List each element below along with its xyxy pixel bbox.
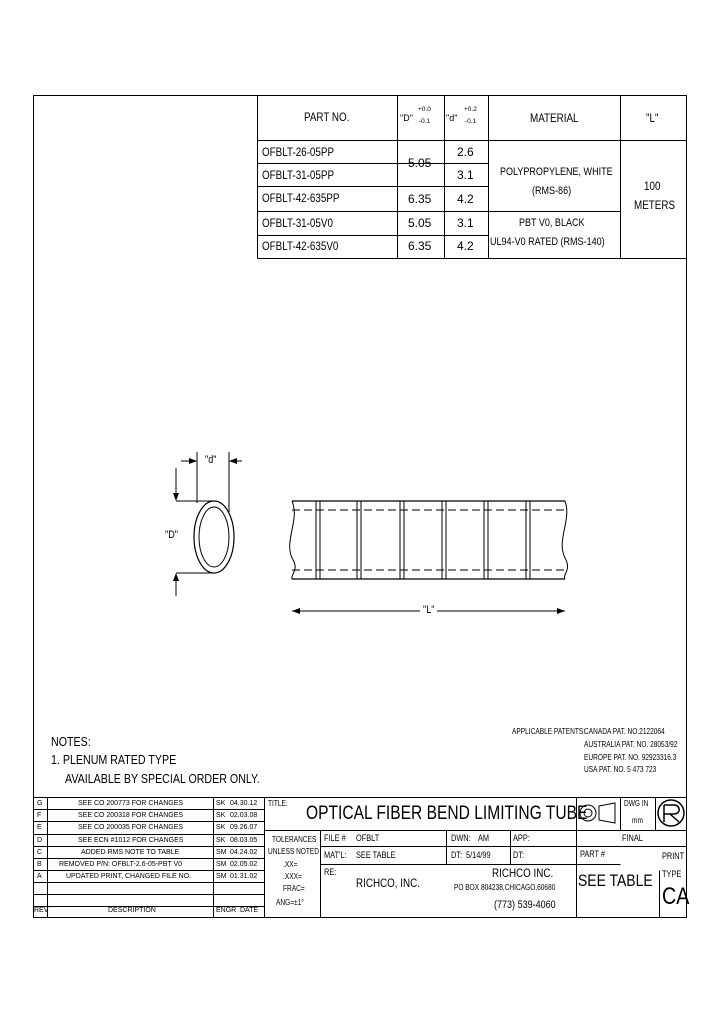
- rev-letter: A: [37, 873, 42, 880]
- d-value-row-2: 3.1: [457, 168, 474, 182]
- part-row-1: OFBLT-26-05PP: [262, 145, 335, 159]
- material-pp-line2: (RMS-86): [532, 185, 572, 197]
- tol-ang: ANG=±1°: [276, 898, 304, 907]
- L-value-line2: METERS: [634, 198, 676, 212]
- dwn-label: DWN:: [451, 833, 471, 843]
- part-row-3: OFBLT-42-635PP: [262, 191, 340, 205]
- tol-frac: FRAC=: [283, 884, 305, 893]
- part-number-value: SEE TABLE: [578, 871, 653, 890]
- rev-engr: SK: [216, 824, 226, 831]
- D-dim-plus-tol: +0.0: [418, 106, 431, 113]
- D-dim-header-label: "D": [400, 113, 413, 123]
- D-value-group-3: 5.05: [408, 216, 432, 230]
- material-pp-line1: POLYPROPYLENE, WHITE: [500, 166, 613, 178]
- re-value: RICHCO, INC.: [356, 876, 420, 890]
- rev-desc: SEE ECN #1012 FOR CHANGES: [78, 837, 184, 844]
- rev-desc: REMOVED P/N: OFBLT-2.6-05-PBT V0: [59, 861, 183, 868]
- matl-label: MAT'L:: [324, 850, 347, 860]
- company-address: PO BOX 804238,CHICAGO,60680: [454, 883, 556, 892]
- company-name: RICHCO INC.: [492, 866, 554, 880]
- title-label: TITLE:: [268, 799, 288, 808]
- note-line-2: AVAILABLE BY SPECIAL ORDER ONLY.: [65, 771, 260, 786]
- tube-end-view: [176, 452, 242, 596]
- patent-canada: CANADA PAT. NO.2122064: [584, 727, 665, 736]
- tube-side-view: [290, 501, 568, 611]
- rev-engr: SK: [216, 837, 226, 844]
- rev-letter: E: [37, 824, 42, 831]
- part-no-header: PART NO.: [304, 110, 350, 124]
- dt-label: DT:: [451, 850, 463, 860]
- patent-usa: USA PAT. NO. 5 473 723: [584, 765, 657, 774]
- print-type-value: CA: [662, 883, 690, 910]
- d-value-row-3: 4.2: [457, 192, 474, 206]
- d-dimension-label: "d": [205, 454, 217, 466]
- part-row-5: OFBLT-42-635V0: [262, 239, 339, 253]
- status-final: FINAL: [622, 833, 643, 843]
- file-value: OFBLT: [356, 833, 380, 843]
- rev-date: 02.03.08: [230, 812, 258, 819]
- rev-engr: SM: [216, 873, 227, 880]
- rev-desc: UPDATED PRINT, CHANGED FILE NO.: [66, 873, 192, 880]
- dt2-label: DT:: [513, 850, 525, 860]
- material-header: MATERIAL: [530, 111, 579, 125]
- patents-label: APPLICABLE PATENTS:: [512, 727, 586, 736]
- dt-value: 5/14/99: [466, 850, 491, 860]
- company-phone: (773) 539-4060: [494, 899, 556, 911]
- D-dim-minus-tol: -0.1: [419, 118, 431, 125]
- rev-engr: SK: [216, 800, 226, 807]
- note-line-1: 1. PLENUM RATED TYPE: [51, 752, 177, 767]
- sheet-border: [34, 96, 690, 918]
- rev-date: 04.24.02: [230, 849, 258, 856]
- part-row-4: OFBLT-31-05V0: [262, 216, 333, 230]
- print-label: PRINT: [662, 851, 685, 861]
- material-v0-line1: PBT V0, BLACK: [519, 217, 585, 229]
- patent-europe: EUROPE PAT. NO. 92923316.3: [584, 753, 677, 762]
- rev-date: 01.31.02: [230, 873, 258, 880]
- rev-letter: G: [37, 800, 43, 807]
- d-value-row-5: 4.2: [457, 239, 474, 253]
- tolerances-label-2: UNLESS NOTED: [268, 847, 320, 856]
- dwg-in-value: mm: [632, 816, 643, 825]
- L-header: "L": [646, 111, 659, 125]
- rev-letter: C: [37, 849, 43, 856]
- L-dimension-label: "L": [423, 604, 435, 616]
- rev-letter: F: [37, 812, 42, 819]
- rev-date: 09.26.07: [230, 824, 258, 831]
- d-dim-plus-tol: +0.2: [464, 106, 477, 113]
- matl-value: SEE TABLE: [356, 850, 396, 860]
- notes-title: NOTES:: [51, 734, 91, 749]
- rev-date: 02.05.02: [230, 861, 258, 868]
- D-value-group-4: 6.35: [408, 239, 432, 253]
- file-label: FILE #: [324, 833, 346, 843]
- part-number-label: PART #: [580, 849, 606, 859]
- rev-desc: SEE CO 200773 FOR CHANGES: [78, 800, 184, 807]
- L-value-line1: 100: [644, 179, 661, 193]
- rev-desc: SEE CO 200318 FOR CHANGES: [78, 812, 184, 819]
- rev-date: 04.30.12: [230, 800, 258, 807]
- rev-header-desc: DESCRIPTION: [108, 907, 156, 914]
- part-row-2: OFBLT-31-05PP: [262, 168, 335, 182]
- dwn-value: AM: [478, 833, 490, 843]
- dimension-arrows: [173, 458, 237, 581]
- rev-date: 08.03.05: [230, 837, 258, 844]
- rev-engr: SK: [216, 812, 226, 819]
- rev-letter: D: [37, 837, 43, 844]
- D-value-group-2: 6.35: [408, 192, 432, 206]
- re-label: RE:: [324, 867, 337, 877]
- d-dim-minus-tol: -0.1: [465, 118, 477, 125]
- rev-header-date: DATE: [240, 907, 259, 914]
- d-value-row-4: 3.1: [457, 216, 474, 230]
- D-dimension-label: "D": [165, 529, 178, 541]
- tolerances-label-1: TOLERANCES: [272, 835, 317, 844]
- patent-australia: AUSTRALIA PAT. NO. 28053/92: [584, 740, 678, 749]
- d-value-row-1: 2.6: [457, 145, 474, 159]
- app-label: APP:: [513, 833, 530, 843]
- company-logo-icon: [658, 800, 684, 826]
- rev-header-engr: ENGR: [216, 907, 237, 914]
- d-dim-header-label: "d": [446, 113, 458, 123]
- rev-engr: SM: [216, 849, 227, 856]
- rev-desc: ADDED RMS NOTE TO TABLE: [81, 849, 180, 856]
- dwg-in-label: DWG IN: [624, 799, 649, 808]
- material-v0-line2: UL94-V0 RATED (RMS-140): [490, 236, 605, 248]
- rev-header-rev: REV: [34, 907, 49, 914]
- D-value-group-1: 5.05: [408, 156, 432, 170]
- rev-engr: SM: [216, 861, 227, 868]
- type-label: TYPE: [662, 869, 682, 879]
- drawing-title: OPTICAL FIBER BEND LIMITING TUBE: [306, 803, 588, 824]
- rev-letter: B: [37, 861, 42, 868]
- tol-xx: .XX=: [283, 860, 298, 869]
- rev-desc: SEE CO 200035 FOR CHANGES: [78, 824, 184, 831]
- tol-xxx: .XXX=: [283, 872, 302, 881]
